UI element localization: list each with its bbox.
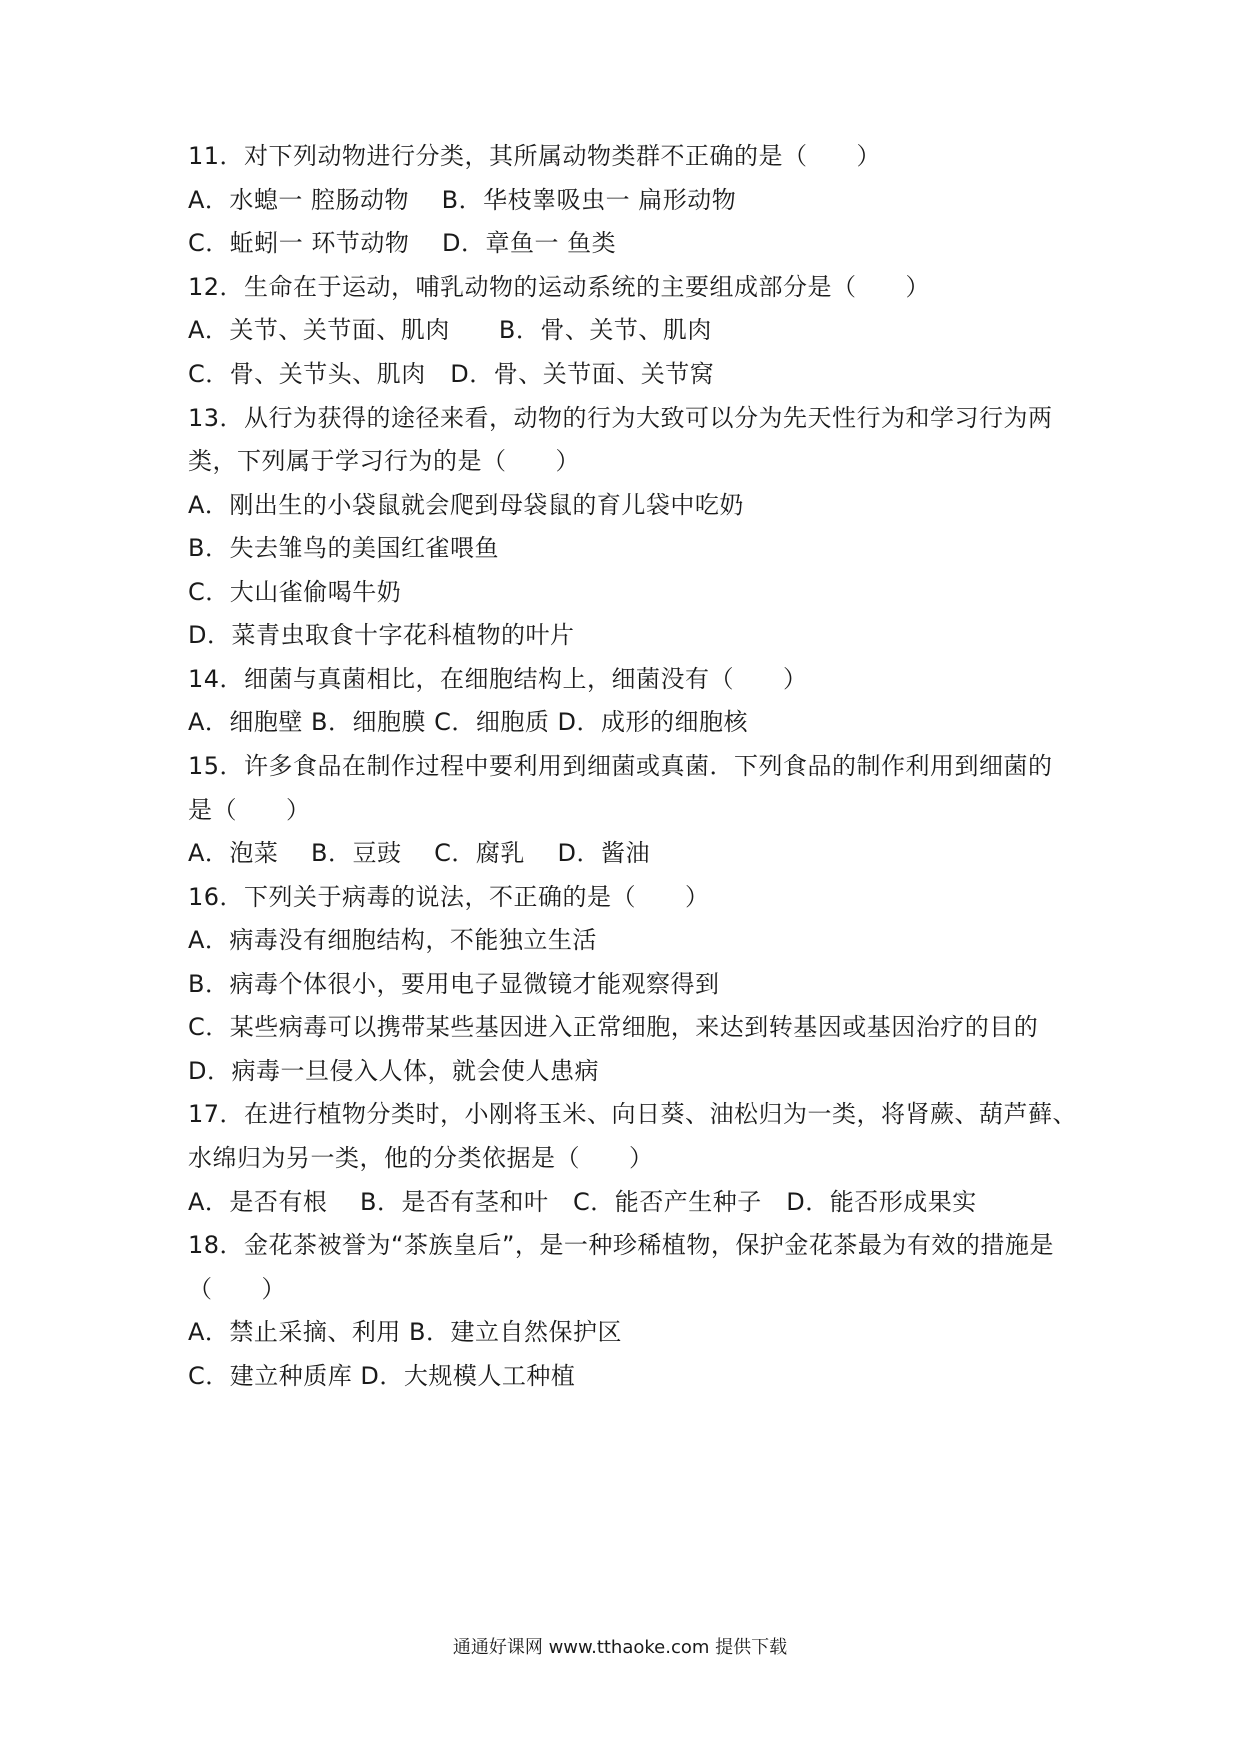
question-17-stem-line-1: 17．在进行植物分类时，小刚将玉米、向日葵、油松归为一类，将肾蕨、葫芦藓、 <box>188 1100 1078 1128</box>
question-17-options: A．是否有根 B．是否有茎和叶 C．能否产生种子 D．能否形成果实 <box>188 1188 977 1216</box>
question-18-options-cd: C．建立种质库 D．大规模人工种植 <box>188 1362 576 1390</box>
question-12-options-ab: A．关节、关节面、肌肉 B．骨、关节、肌肉 <box>188 316 712 344</box>
question-16-option-c: C．某些病毒可以携带某些基因进入正常细胞，来达到转基因或基因治疗的目的 <box>188 1013 1039 1041</box>
question-11-stem: 11．对下列动物进行分类，其所属动物类群不正确的是（ ） <box>188 142 882 170</box>
question-11-options-ab: A．水螅一 腔肠动物 B．华枝睾吸虫一 扁形动物 <box>188 186 737 214</box>
question-13-option-d: D．菜青虫取食十字花科植物的叶片 <box>188 621 575 649</box>
question-18-stem-line-2: （ ） <box>188 1275 286 1303</box>
question-13-option-a: A．刚出生的小袋鼠就会爬到母袋鼠的育儿袋中吃奶 <box>188 491 744 519</box>
question-15-options: A．泡菜 B．豆豉 C．腐乳 D．酱油 <box>188 839 651 867</box>
question-12-options-cd: C．骨、关节头、肌肉 D．骨、关节面、关节窝 <box>188 360 715 388</box>
question-13-stem-line-2: 类，下列属于学习行为的是（ ） <box>188 447 580 475</box>
question-11-options-cd: C．蚯蚓一 环节动物 D．章鱼一 鱼类 <box>188 229 617 257</box>
question-13-option-b: B．失去雏鸟的美国红雀喂鱼 <box>188 534 499 562</box>
question-15-stem-line-1: 15．许多食品在制作过程中要利用到细菌或真菌．下列食品的制作利用到细菌的 <box>188 752 1053 780</box>
question-16-option-a: A．病毒没有细胞结构，不能独立生活 <box>188 926 597 954</box>
question-16-option-d: D．病毒一旦侵入人体，就会使人患病 <box>188 1057 599 1085</box>
question-14-options: A．细胞壁 B．细胞膜 C．细胞质 D．成形的细胞核 <box>188 708 749 736</box>
question-18-stem-line-1: 18．金花茶被誉为“茶族皇后”，是一种珍稀植物，保护金花茶最为有效的措施是 <box>188 1231 1054 1259</box>
question-17-stem-line-2: 水绵归为另一类，他的分类依据是（ ） <box>188 1144 654 1172</box>
question-14-stem: 14．细菌与真菌相比，在细胞结构上，细菌没有（ ） <box>188 665 808 693</box>
question-16-stem: 16．下列关于病毒的说法，不正确的是（ ） <box>188 883 710 911</box>
question-12-stem: 12．生命在于运动，哺乳动物的运动系统的主要组成部分是（ ） <box>188 273 931 301</box>
question-13-option-c: C．大山雀偷喝牛奶 <box>188 578 402 606</box>
question-16-option-b: B．病毒个体很小，要用电子显微镜才能观察得到 <box>188 970 720 998</box>
page-footer: 通通好课网 www.tthaoke.com 提供下载 <box>452 1637 788 1658</box>
question-15-stem-line-2: 是（ ） <box>188 796 311 824</box>
question-18-options-ab: A．禁止采摘、利用 B．建立自然保护区 <box>188 1318 623 1346</box>
question-13-stem-line-1: 13．从行为获得的途径来看，动物的行为大致可以分为先天性行为和学习行为两 <box>188 404 1053 432</box>
